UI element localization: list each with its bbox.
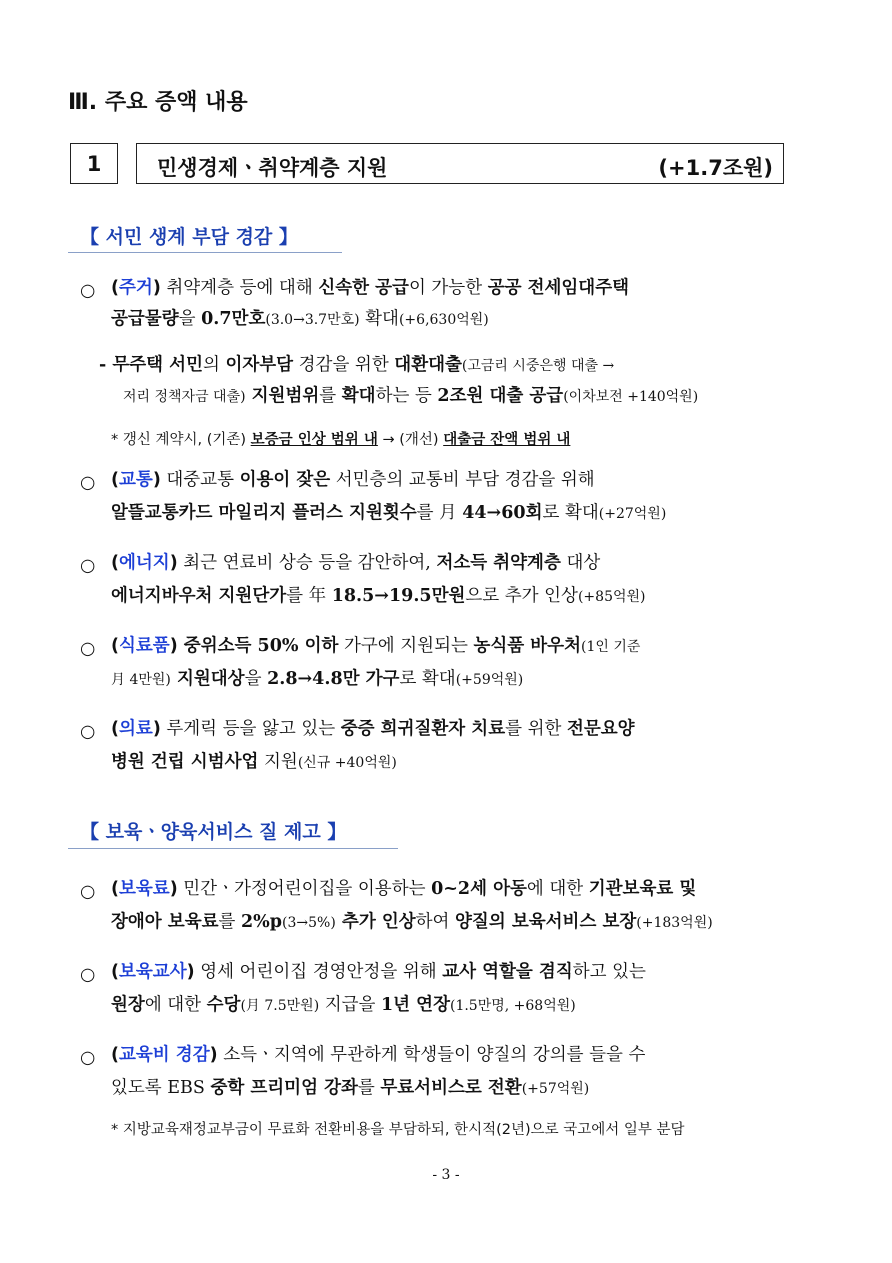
bullet-icon: ○ (80, 639, 96, 659)
item-housing-line2: 공급물량을 0.7만호(3.0→3.7만호) 확대(+6,630억원) (111, 309, 489, 329)
bullet-icon: ○ (80, 281, 96, 301)
subsection-heading: 【 보육ㆍ양육서비스 질 제고 】 (80, 821, 347, 843)
item-housing-line1: (주거) 취약계층 등에 대해 신속한 공급이 가능한 공공 전세임대주택 (111, 278, 630, 298)
item-teacher-line2: 원장에 대한 수당(月 7.5만원) 지급을 1년 연장(1.5만명, +68억원) (111, 995, 576, 1015)
item-education-line1: (교육비 경감) 소득ㆍ지역에 무관하게 학생들이 양질의 강의를 들을 수 (111, 1045, 646, 1065)
item-childcare-line1: (보육료) 민간ㆍ가정어린이집을 이용하는 0~2세 아동에 대한 기관보육료 및 (111, 879, 697, 899)
item-teacher-line1: (보육교사) 영세 어린이집 경영안정을 위해 교사 역할을 겸직하고 있는 (111, 962, 646, 982)
section-number: 1 (70, 143, 118, 184)
section-amount: (+1.7조원) (658, 156, 773, 180)
item-energy-line2: 에너지바우처 지원단가를 年 18.5→19.5만원으로 추가 인상(+85억원) (111, 586, 646, 606)
item-education-note: * 지방교육재정교부금이 무료화 전환비용을 부담하되, 한시적(2년)으로 국고에서 일부 분담 (111, 1122, 685, 1138)
item-transport-line2: 알뜰교통카드 마일리지 플러스 지원횟수를 月 44→60회로 확대(+27억원) (111, 503, 667, 523)
item-transport-line1: (교통) 대중교통 이용이 잦은 서민층의 교통비 부담 경감을 위해 (111, 470, 595, 490)
item-loan-line2: 저리 정책자금 대출) 지원범위를 확대하는 등 2조원 대출 공급(이차보전 +140억원) (123, 386, 699, 406)
bullet-icon: ○ (80, 722, 96, 742)
bullet-icon: ○ (80, 473, 96, 493)
item-medical-line2: 병원 건립 시범사업 지원(신규 +40억원) (111, 752, 397, 772)
bullet-icon: ○ (80, 882, 96, 902)
item-loan-note: * 갱신 계약시, (기존) 보증금 인상 범위 내 → (개선) 대출금 잔액 범위 내 (111, 432, 571, 448)
item-food-line1: (식료품) 중위소득 50% 이하 가구에 지원되는 농식품 바우처(1인 기준 (111, 636, 641, 656)
bullet-icon: ○ (80, 556, 96, 576)
section-title: 민생경제ㆍ취약계층 지원 (157, 156, 388, 180)
item-childcare-line2: 장애아 보육료를 2%p(3→5%) 추가 인상하여 양질의 보육서비스 보장(+183억원) (111, 912, 713, 932)
subsection-heading: 【 서민 생계 부담 경감 】 (80, 226, 298, 248)
item-food-line2: 月 4만원) 지원대상을 2.8→4.8만 가구로 확대(+59억원) (111, 669, 524, 689)
item-medical-line1: (의료) 루게릭 등을 앓고 있는 중증 희귀질환자 치료를 위한 전문요양 (111, 719, 635, 739)
bullet-icon: ○ (80, 1048, 96, 1068)
subsection-divider (68, 848, 398, 849)
page-number: - 3 - (432, 1167, 460, 1183)
page-heading: Ⅲ. 주요 증액 내용 (68, 90, 248, 115)
section-title-box (136, 143, 784, 184)
bullet-icon: ○ (80, 965, 96, 985)
subsection-divider (68, 252, 342, 253)
item-energy-line1: (에너지) 최근 연료비 상승 등을 감안하여, 저소득 취약계층 대상 (111, 553, 601, 573)
item-loan-line1: - 무주택 서민의 이자부담 경감을 위한 대환대출(고금리 시중은행 대출 → (99, 355, 615, 375)
item-education-line2: 있도록 EBS 중학 프리미엄 강좌를 무료서비스로 전환(+57억원) (111, 1078, 590, 1098)
